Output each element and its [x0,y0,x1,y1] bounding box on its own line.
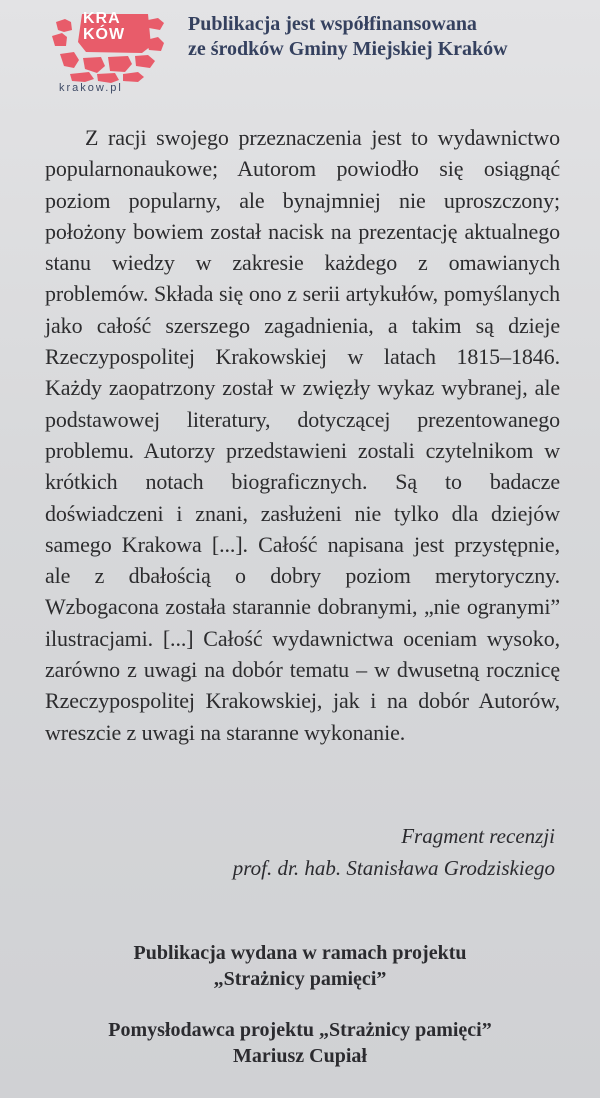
project-info-line-1: Publikacja wydana w ramach projektu [133,942,467,964]
project-founder-line-2: Mariusz Cupiał [233,1045,367,1067]
project-founder [0,1017,600,1069]
project-founder-line-1: Pomysłodawca projektu „Strażnicy pamięci” [108,1019,492,1041]
krakow-logo-line-2: KÓW [83,26,126,43]
krakow-logo-wordmark [83,11,153,43]
project-info [0,940,600,992]
review-fragment-title: Fragment recenzji [401,824,555,848]
krakow-logo-line-1: KRA [83,10,121,27]
project-info-line-2: „Strażnicy pamięci” [213,968,387,990]
review-paragraph: Z racji swojego przeznaczenia jest to wydawnictwo popularnonaukowe; Autorom powiodło się osiągnąć poziom popularny, ale bynajmniej nie uproszczony; położony bowiem został nacisk na prezentację aktualnego stanu wiedzy w zakresie każdego z omawianych problemów. Składa się ono z serii artykułów, pomyślanych jako całość szerszego zagadnienia, a takim są dzieje Rzeczypospolitej Krakowskiej w latach 1815–1846. Każdy zaopatrzony został w zwięzły wykaz wybranej, ale podstawowej literatury, dotyczącej prezentowanego problemu. Autorzy przedstawieni zostali czytelnikom w krótkich notach biograficznych. Są to badacze doświadczeni i znani, zasłużeni nie tylko dla dziejów samego Krakowa [...]. Całość napisana jest przystępnie, ale z dbałością o dobry poziom merytoryczny. Wzbogacona została starannie dobranymi, „nie ogranymi” ilustracjami. [...] Całość wydawnictwa oceniam wysoko, zarówno z uwagi na dobór tematu – w dwusetną rocznicę Rzeczypospolitej Krakowskiej, jak i na dobór Autorów, wreszcie z uwagi na staranne wykonanie. [45,125,560,745]
review-author: prof. dr. hab. Stanisława Grodziskiego [232,856,555,880]
logo-url: krakow.pl [59,82,123,94]
funding-note-line-1: Publikacja jest współfinansowana [188,13,477,35]
krakow-logo [50,8,170,98]
review-attribution [55,820,555,884]
funding-note [188,12,578,62]
funding-note-line-2: ze środków Gminy Miejskiej Kraków [188,38,508,60]
